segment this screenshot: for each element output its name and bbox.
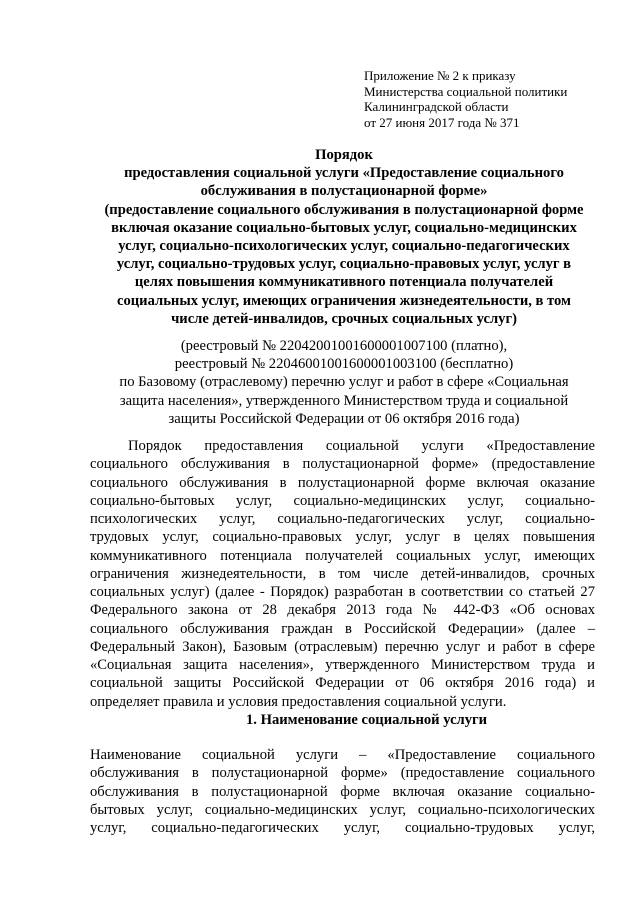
title-line: (предоставление социального обслуживания в полустационарной форме xyxy=(104,201,584,218)
appendix-line: Приложение № 2 к приказу xyxy=(364,68,516,83)
title-line: Порядок xyxy=(315,147,373,163)
paragraph-line: «Социальная защита населения», утвержденного Министерством труда и xyxy=(90,657,595,673)
paragraph-line: трудовых услуг, социально-правовых услуг, услуг в целях повышения xyxy=(90,529,595,546)
registry-line: по Базовому (отраслевому) перечню услуг и работ в сфере «Социальная xyxy=(119,374,569,391)
intro-paragraph xyxy=(90,437,595,711)
document-title xyxy=(90,146,598,328)
registry-line: реестровый № 22046001001600001003100 (бесплатно) xyxy=(174,356,514,373)
registry-line: (реестровый № 22042001001600001007100 (платно), xyxy=(180,338,508,354)
paragraph-line: Федеральный Закон), Базовым (отраслевым) перечню услуг и работ в сфере xyxy=(90,638,595,655)
section-heading: 1. Наименование социальной услуги xyxy=(246,712,488,728)
title-line: услуг, социально-трудовых услуг, социально-правовых услуг, услуг в xyxy=(116,256,572,273)
paragraph-line: социальной защиты Российской Федерации от 06 октября 2016 года) и xyxy=(90,675,595,692)
paragraph-line: услуг, социально-педагогических услуг, социально-трудовых услуг, xyxy=(90,820,595,836)
paragraph-line: обслуживания в полустационарной форме включая оказание социально- xyxy=(90,783,595,800)
paragraph-line: социальных услуг) (далее - Порядок) разработан в соответствии со статьей 27 xyxy=(90,584,595,600)
paragraph-line: социального обслуживания граждан в Российской Федерации» (далее – xyxy=(90,620,595,637)
title-line: предоставления социальной услуги «Предоставление социального xyxy=(124,165,564,182)
paragraph-line: психологических услуг, социально-педагогических услуг, социально- xyxy=(90,511,595,527)
appendix-line: от 27 июня 2017 года № 371 xyxy=(364,114,520,130)
title-line: обслуживания в полустационарной форме» xyxy=(200,183,488,200)
paragraph-line: социального обслуживания в полустационарной форме» (предоставление xyxy=(90,456,595,473)
paragraph-line: бытовых услуг, социально-медицинских услуг, социально-психологических xyxy=(90,801,595,818)
title-line: целях повышения коммуникативного потенциала получателей xyxy=(134,274,554,291)
title-line: социальных услуг, имеющих ограничения жизнедеятельности, в том xyxy=(116,292,571,309)
paragraph-line: обслуживания в полустационарной форме» (предоставление социального xyxy=(90,765,595,782)
paragraph-line: ограничения жизнедеятельности, в том числе детей-инвалидов, срочных xyxy=(90,565,595,582)
registry-numbers xyxy=(90,337,598,428)
paragraph-line: социального обслуживания в полустационарной форме включая оказание xyxy=(90,474,595,491)
paragraph-line: коммуникативного потенциала получателей социальных услуг, имеющих xyxy=(90,547,595,564)
appendix-line: Калининградской области xyxy=(364,99,509,114)
appendix-line: Министерства социальной политики xyxy=(364,83,568,99)
paragraph-line: определяет правила и условия предоставления социальной услуги. xyxy=(90,693,507,710)
registry-line: защита населения», утвержденного Министерством труда и социальной xyxy=(119,392,569,409)
appendix-reference xyxy=(364,68,624,130)
title-line: услуг, социально-психологических услуг, социально-педагогических xyxy=(118,238,570,255)
paragraph-line: Порядок предоставления социальной услуги «Предоставление xyxy=(128,438,595,454)
title-line: включая оказание социально-бытовых услуг, социально-медицинских xyxy=(111,219,577,236)
paragraph-line: социально-бытовых услуг, социально-медицинских услуг, социально- xyxy=(90,492,595,509)
title-line: числе детей-инвалидов, срочных социальных услуг) xyxy=(171,310,517,327)
paragraph-line: Федерального закона от 28 декабря 2013 года № 442-ФЗ «Об основах xyxy=(90,602,595,619)
paragraph-line: Наименование социальной услуги – «Предоставление социального xyxy=(90,747,595,763)
section-paragraph xyxy=(90,746,595,837)
registry-line: защиты Российской Федерации от 06 октября 2016 года) xyxy=(168,410,520,427)
